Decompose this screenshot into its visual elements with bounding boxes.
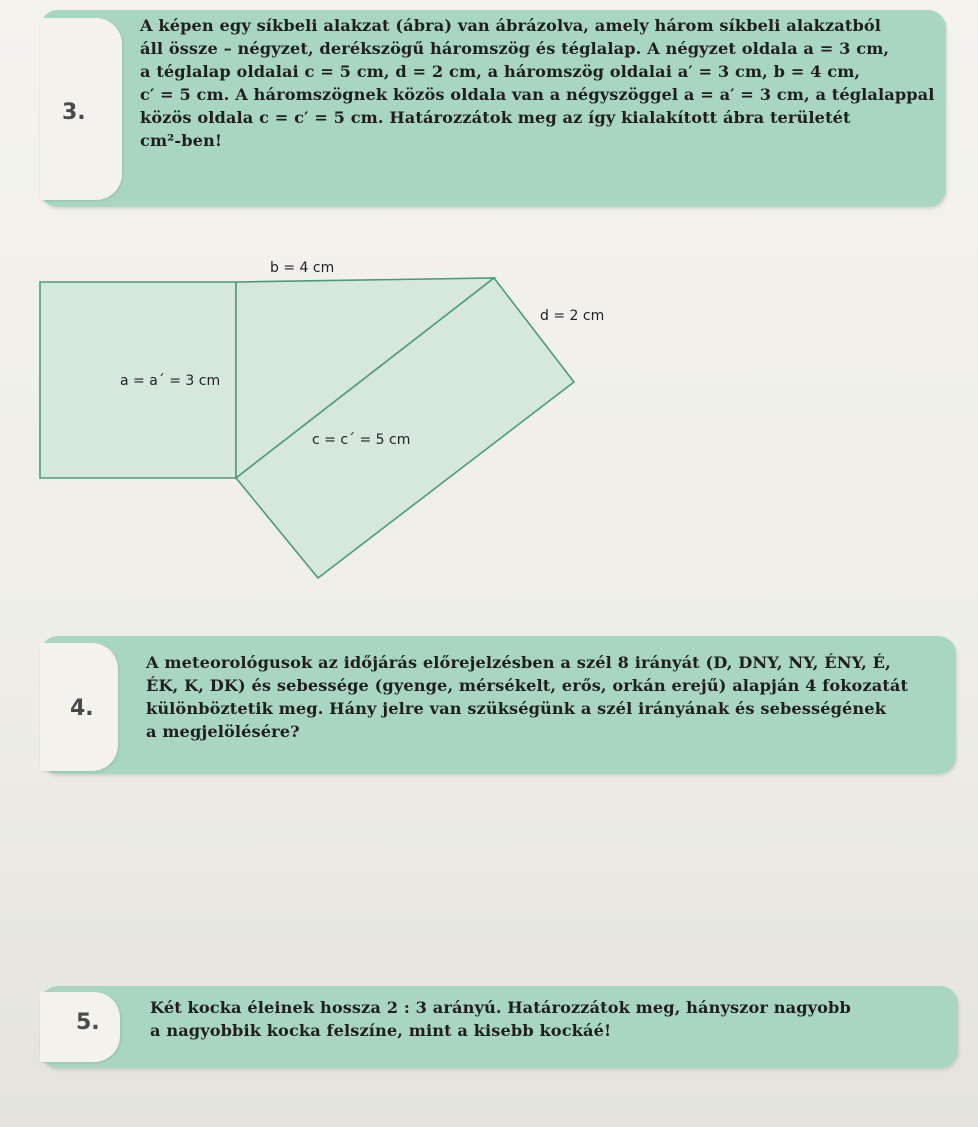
label-b: b = 4 cm [270, 260, 335, 276]
geometry-figure [0, 240, 640, 600]
label-c: c = c´ = 5 cm [312, 432, 411, 448]
task-4-line: ÉK, K, DK) és sebessége (gyenge, mérsékelt, erős, orkán erejű) alapján 4 fokozatát [146, 676, 909, 695]
task-5-line: a nagyobbik kocka felszíne, mint a kisebb kockáé! [150, 1021, 612, 1040]
task-4-line: a megjelölésére? [146, 722, 300, 741]
task-3-line: közös oldala c = c′ = 5 cm. Határozzátok meg az így kialakított ábra területét [140, 108, 851, 127]
task-3-line: a téglalap oldalai c = 5 cm, d = 2 cm, a háromszög oldalai a′ = 3 cm, b = 4 cm, [140, 62, 861, 81]
task-5-number: 5. [76, 1010, 100, 1035]
task-4-text [146, 651, 946, 743]
label-a: a = a´ = 3 cm [120, 373, 221, 389]
task-4-line: különböztetik meg. Hány jelre van szükségünk a szél irányának és sebességének [146, 699, 887, 718]
task-5-line: Két kocka éleinek hossza 2 : 3 arányú. Határozzátok meg, hányszor nagyobb [150, 998, 851, 1017]
task-3-text [140, 14, 935, 152]
label-d: d = 2 cm [540, 308, 605, 324]
task-3-line: cm²-ben! [140, 131, 223, 150]
task-4-number: 4. [70, 696, 94, 721]
task-5-text [150, 996, 940, 1042]
task-3-line: c′ = 5 cm. A háromszögnek közös oldala van a négyszöggel a = a′ = 3 cm, a téglalappal [140, 85, 935, 104]
task-3-line: A képen egy síkbeli alakzat (ábra) van ábrázolva, amely három síkbeli alakzatból [140, 16, 882, 35]
task-4-line: A meteorológusok az időjárás előrejelzésben a szél 8 irányát (D, DNY, NY, ÉNY, É, [146, 653, 891, 672]
task-3-line: áll össze – négyzet, derékszögű háromszög és téglalap. A négyzet oldala a = 3 cm, [140, 39, 890, 58]
task-3-number: 3. [62, 100, 86, 125]
